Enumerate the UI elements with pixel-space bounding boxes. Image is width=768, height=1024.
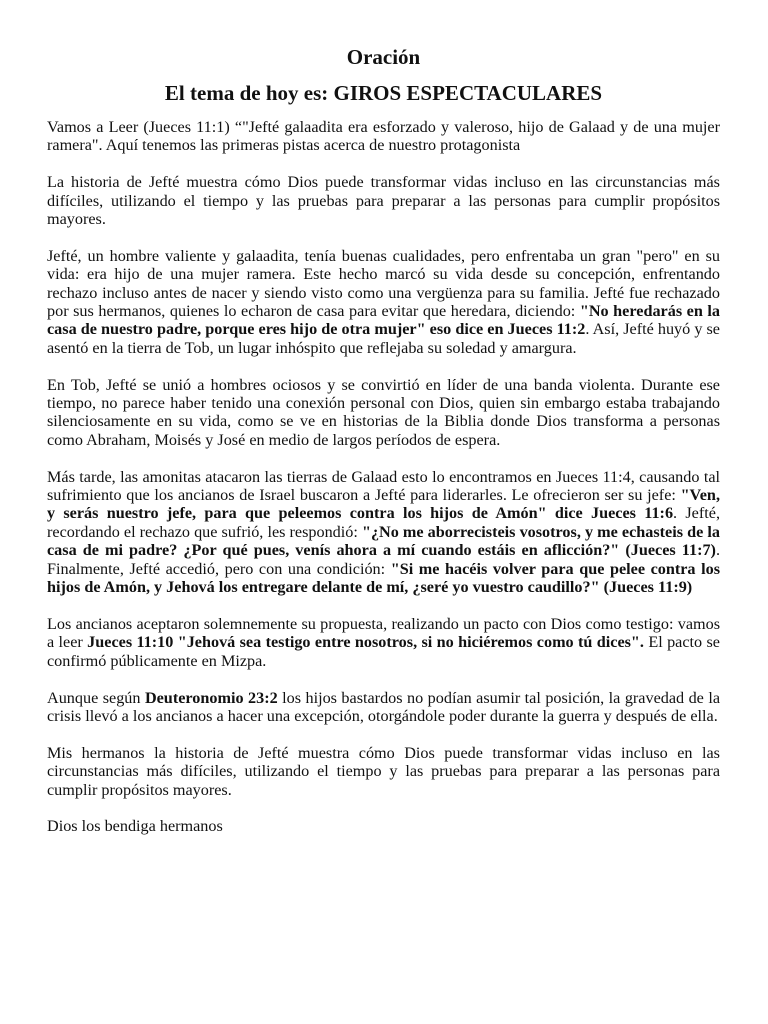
closing-line: Dios los bendiga hermanos: [47, 817, 223, 836]
document-subtitle: El tema de hoy es: GIROS ESPECTACULARES: [164, 81, 603, 105]
paragraph-5-quote-2: "¿No me aborrecisteis vosotros, y me echasteis de la casa de mi padre? ¿Por qué pues, venís ahora a mí cuando estáis en aflicción?" (Jueces 11:7): [47, 522, 721, 560]
paragraph-5: [47, 468, 720, 597]
paragraph-5-quote-1: "Ven, y serás nuestro jefe, para que peleemos contra los hijos de Amón" dice Jueces 11:6: [47, 486, 720, 523]
paragraph-6: [47, 615, 720, 670]
paragraph-3-text-2: . Así, Jefté huyó y se asentó en la tierra de Tob, un lugar inhóspito que reflejaba su soledad y amargura.: [47, 320, 720, 357]
paragraph-7-reference: Deuteronomio 23:2: [144, 688, 278, 707]
paragraph-7-text-2: los hijos bastardos no podían asumir tal posición, la gravedad de la crisis llevó a los ancianos a hacer una excepción, otorgándole poder durante la guerra y después de ella.: [47, 688, 721, 725]
paragraph-3-text-1: Jefté, un hombre valiente y galaadita, tenía buenas cualidades, pero enfrentaba un gran "pero" en su vida: era hijo de una mujer ramera. Este hecho marcó su vida desde su concepción, enfrentando rechazo incluso antes de nacer y siendo visto como una vergüenza para su familia. Jefté fue rechazado por sus hermanos, quienes lo echaron de casa para evitar que heredara, diciendo:: [47, 246, 720, 321]
paragraph-5-quote-3: "Si me hacéis volver para que pelee contra los hijos de Amón, y Jehová los entregare delante de mí, ¿seré yo vuestro caudillo?" (Jueces 11:9): [47, 559, 720, 597]
paragraph-3-quote-1: "No heredarás en la casa de nuestro padre, porque eres hijo de otra mujer" eso dice en Jueces 11:2: [47, 302, 720, 339]
paragraph-2: La historia de Jefté muestra cómo Dios puede transformar vidas incluso en las circunstancias más difíciles, utilizando el tiempo y las pruebas para preparar a las personas para cumplir propósitos mayores.: [47, 173, 720, 229]
paragraph-5-text-3: . Finalmente, Jefté accedió, pero con una condición:: [47, 541, 720, 578]
paragraph-5-text-2: . Jefté, recordando el rechazo que sufrió, les respondió:: [47, 504, 720, 541]
paragraph-6-text-2: El pacto se confirmó públicamente en Mizpa.: [47, 633, 720, 670]
paragraph-7: [47, 689, 720, 726]
paragraph-7-text-1: Aunque según: [47, 688, 145, 707]
paragraph-5-text-1: Más tarde, las amonitas atacaron las tierras de Galaad esto lo encontramos en Jueces 11:4, causando tal sufrimiento que los ancianos de Israel buscaron a Jefté para liderarles. Le ofrecieron ser su jefe:: [47, 467, 720, 505]
document-title: Oración: [346, 45, 421, 69]
paragraph-6-text-1: Los ancianos aceptaron solemnemente su propuesta, realizando un pacto con Dios como testigo: vamos a leer: [47, 614, 720, 652]
paragraph-4: En Tob, Jefté se unió a hombres ociosos y se convirtió en líder de una banda violenta. Durante ese tiempo, no parece haber tenido una conexión personal con Dios, quien sin embargo estaba trabajando silenciosamente en su vida, como se ve en historias de la Biblia donde Dios transforma a personas como Abraham, Moisés y José en medio de largos períodos de espera.: [47, 375, 720, 449]
paragraph-6-quote-1: Jueces 11:10 "Jehová sea testigo entre nosotros, si no hiciéremos como tú dices".: [87, 633, 644, 652]
paragraph-3: [47, 247, 720, 357]
paragraph-8: Mis hermanos la historia de Jefté muestra cómo Dios puede transformar vidas incluso en las circunstancias más difíciles, utilizando el tiempo y las pruebas para preparar a las personas para cumplir propósitos mayores.: [47, 743, 720, 799]
paragraph-1: Vamos a Leer (Jueces 11:1) “"Jefté galaadita era esforzado y valeroso, hijo de Galaad y de una mujer ramera". Aquí tenemos las primeras pistas acerca de nuestro protagonista: [47, 118, 720, 155]
